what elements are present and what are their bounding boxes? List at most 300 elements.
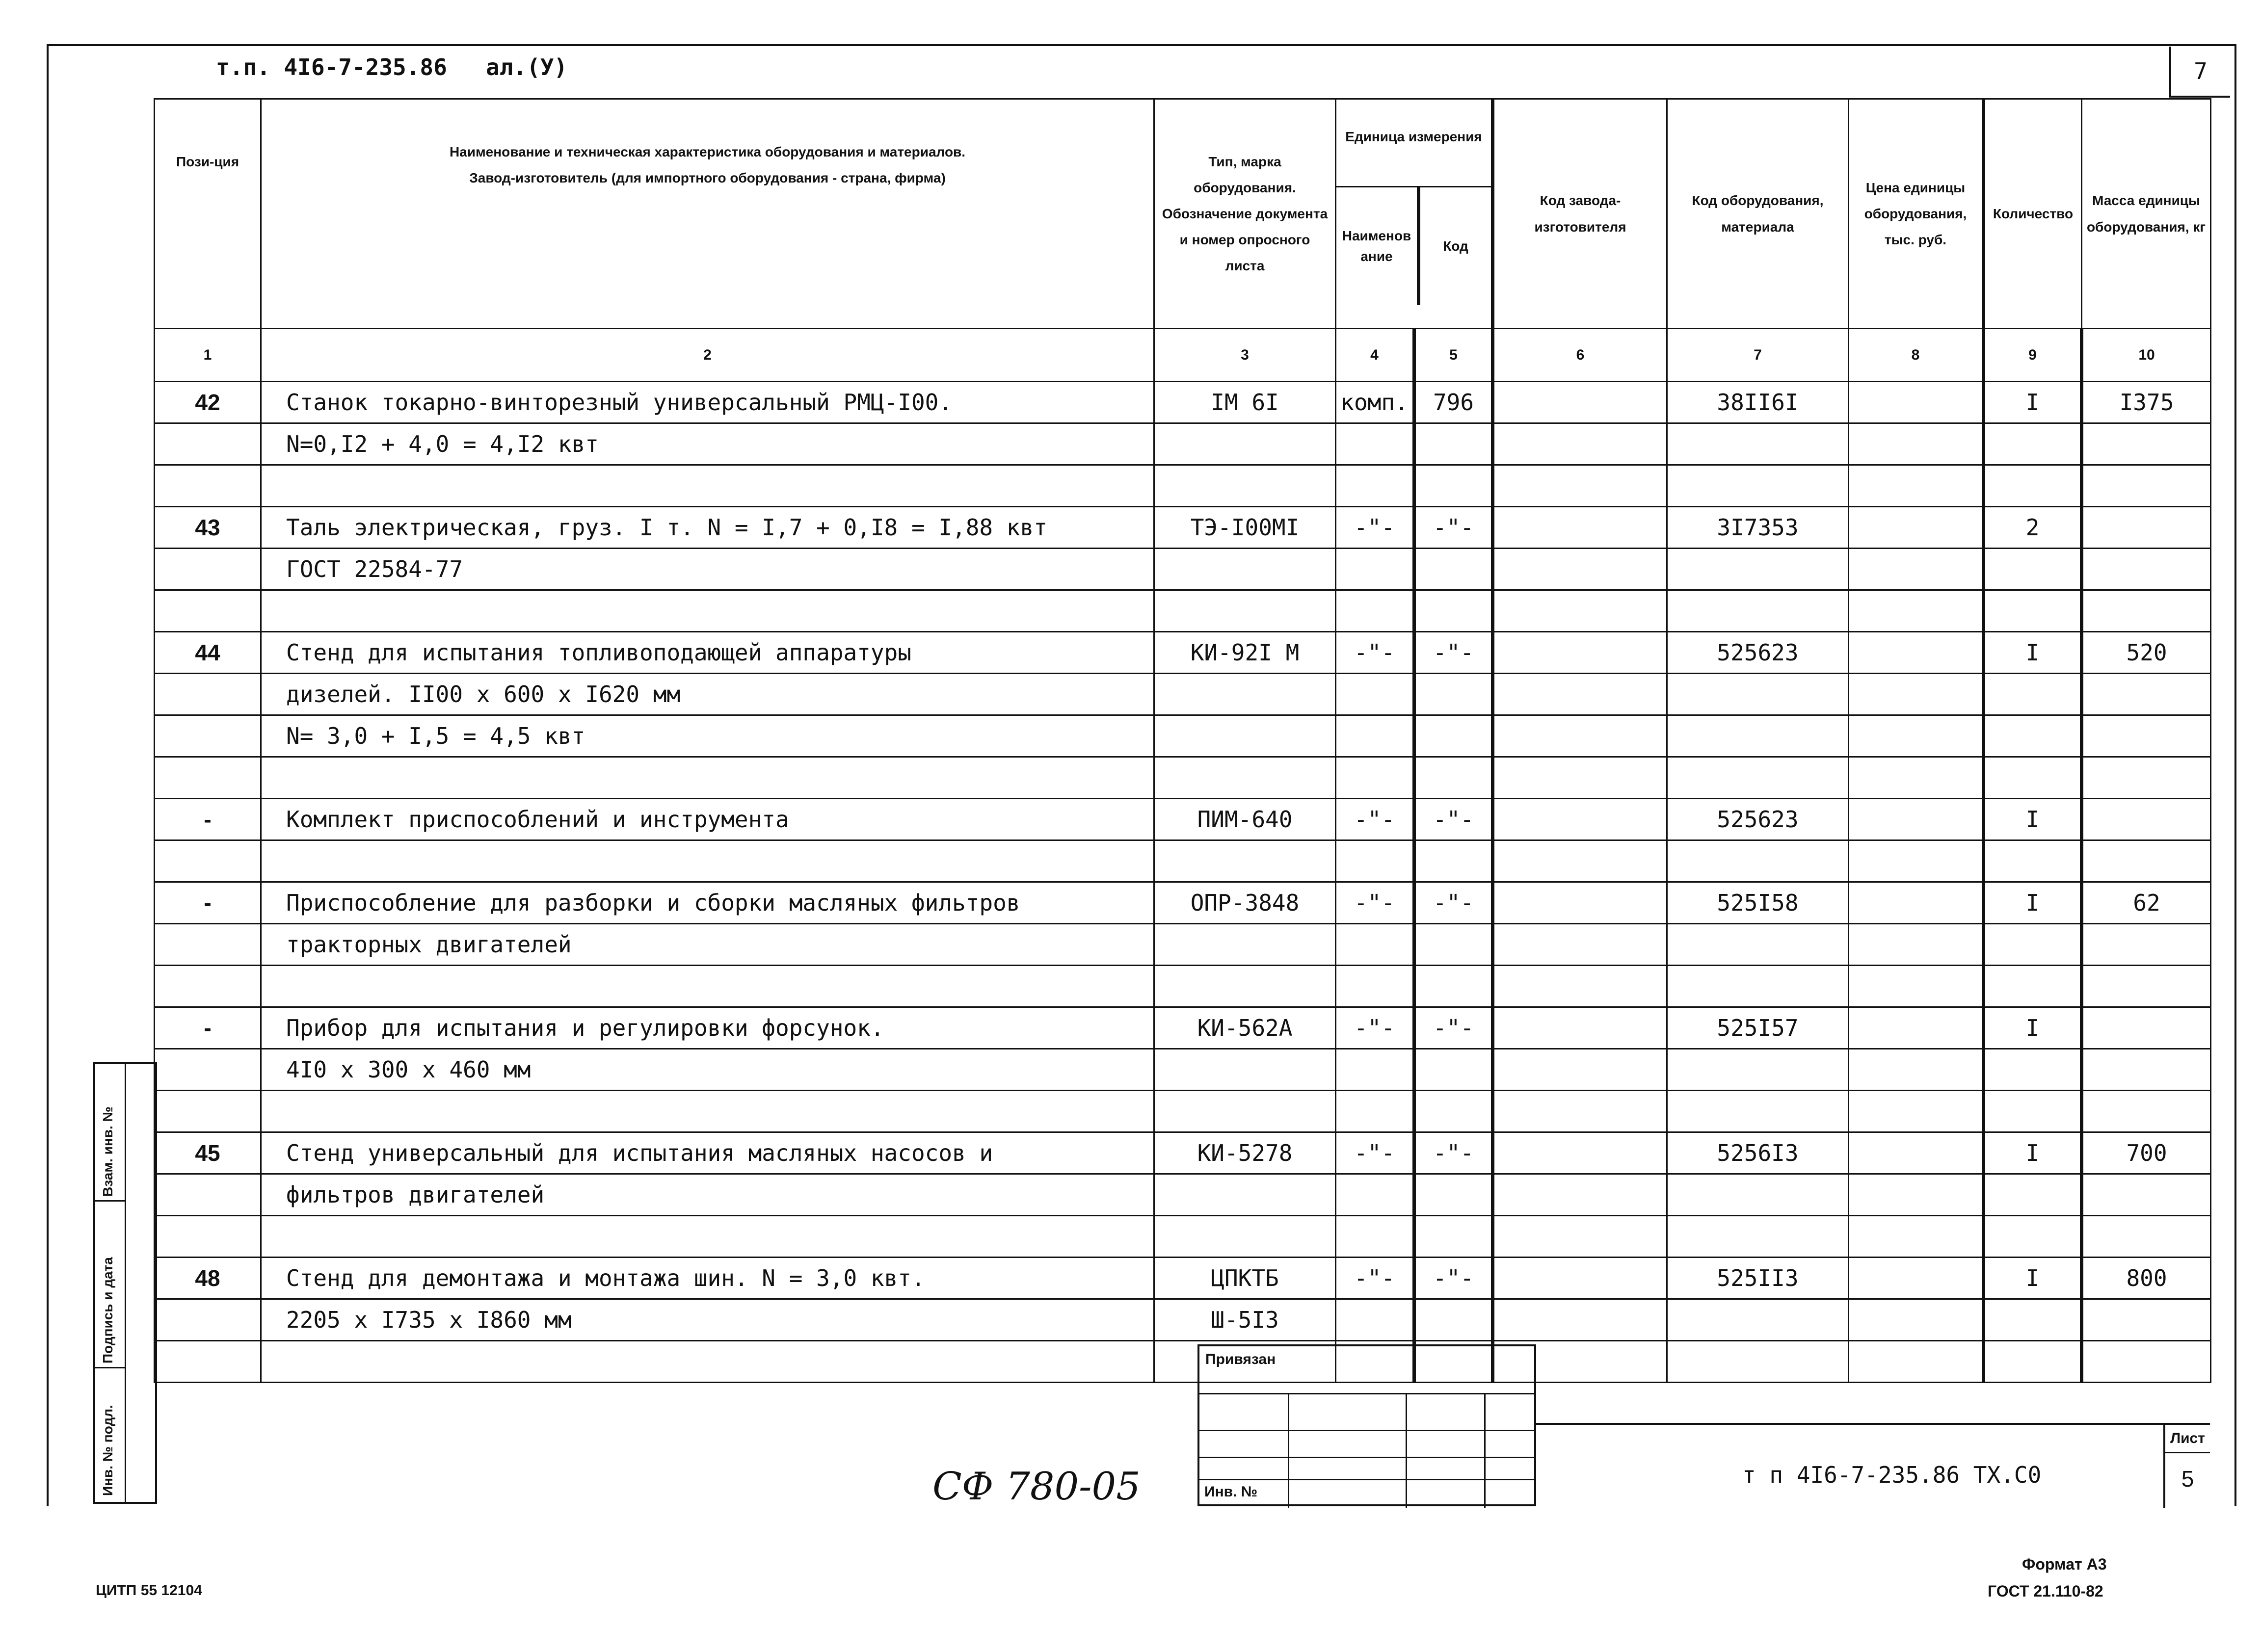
row-price xyxy=(1849,1007,1984,1049)
col-header-mass: Масса единицы оборудования, кг xyxy=(2082,99,2211,329)
handwritten-note: СФ 780-05 xyxy=(932,1465,1141,1509)
row-quantity xyxy=(1984,715,2082,757)
row-position: - xyxy=(155,1007,261,1049)
row-unit-code: -"- xyxy=(1414,1258,1493,1299)
row-price xyxy=(1849,674,1984,715)
row-price xyxy=(1849,549,1984,590)
table-row xyxy=(155,1216,2211,1258)
row-maker-code xyxy=(1493,1132,1667,1174)
row-name xyxy=(261,1091,1154,1132)
row-maker-code xyxy=(1493,423,1667,465)
row-maker-code xyxy=(1493,924,1667,966)
row-quantity xyxy=(1984,1174,2082,1216)
row-equipment-code xyxy=(1667,674,1849,715)
row-price xyxy=(1849,840,1984,882)
row-name xyxy=(261,1341,1154,1383)
row-type xyxy=(1154,1049,1336,1091)
row-quantity xyxy=(1984,1341,2082,1383)
row-price xyxy=(1849,465,1984,507)
row-type: КИ-562А xyxy=(1154,1007,1336,1049)
row-maker-code xyxy=(1493,1007,1667,1049)
table-row xyxy=(155,757,2211,799)
table-row xyxy=(155,840,2211,882)
row-maker-code xyxy=(1493,507,1667,549)
row-unit-code xyxy=(1414,549,1493,590)
row-name: N= 3,0 + I,5 = 4,5 квт xyxy=(261,715,1154,757)
row-unit xyxy=(1336,465,1414,507)
row-maker-code xyxy=(1493,674,1667,715)
row-unit xyxy=(1336,1299,1414,1341)
row-type xyxy=(1154,590,1336,632)
row-mass: 800 xyxy=(2082,1258,2211,1299)
side-label-replacement: Взам. инв. № xyxy=(100,1106,115,1197)
row-quantity xyxy=(1984,757,2082,799)
page-corner-number: 7 xyxy=(2169,47,2230,98)
footer-gost: ГОСТ 21.110-82 xyxy=(1988,1582,2103,1600)
row-equipment-code xyxy=(1667,757,1849,799)
col-header-unit-name: Наименование xyxy=(1336,187,1420,305)
row-equipment-code xyxy=(1667,590,1849,632)
row-unit xyxy=(1336,924,1414,966)
row-position xyxy=(155,1216,261,1258)
row-type xyxy=(1154,549,1336,590)
row-name: 2205 х I735 х I860 мм xyxy=(261,1299,1154,1341)
row-maker-code xyxy=(1493,1216,1667,1258)
row-equipment-code xyxy=(1667,1049,1849,1091)
row-mass xyxy=(2082,507,2211,549)
row-quantity: I xyxy=(1984,1132,2082,1174)
col-header-quantity: Количество xyxy=(1984,99,2082,329)
row-equipment-code: 5256I3 xyxy=(1667,1132,1849,1174)
table-row xyxy=(155,882,2211,924)
col-header-name xyxy=(261,99,1154,329)
row-name xyxy=(261,966,1154,1007)
sheet-number-cell xyxy=(2163,1425,2210,1508)
row-position: - xyxy=(155,882,261,924)
table-row xyxy=(155,1007,2211,1049)
side-signature-block xyxy=(93,1062,157,1504)
row-price xyxy=(1849,1174,1984,1216)
side-label-signature: Подпись и дата xyxy=(100,1257,115,1364)
row-unit xyxy=(1336,423,1414,465)
row-unit: -"- xyxy=(1336,1007,1414,1049)
row-position xyxy=(155,715,261,757)
row-equipment-code xyxy=(1667,465,1849,507)
row-quantity xyxy=(1984,1091,2082,1132)
row-unit-code: -"- xyxy=(1414,1007,1493,1049)
row-mass xyxy=(2082,1341,2211,1383)
row-maker-code xyxy=(1493,1091,1667,1132)
row-unit xyxy=(1336,549,1414,590)
table-row xyxy=(155,423,2211,465)
row-unit xyxy=(1336,1216,1414,1258)
row-position xyxy=(155,966,261,1007)
row-equipment-code xyxy=(1667,966,1849,1007)
row-unit-code xyxy=(1414,924,1493,966)
row-type xyxy=(1154,924,1336,966)
row-position xyxy=(155,924,261,966)
row-mass xyxy=(2082,1007,2211,1049)
row-type xyxy=(1154,674,1336,715)
row-price xyxy=(1849,1216,1984,1258)
row-quantity: I xyxy=(1984,799,2082,840)
row-mass: 62 xyxy=(2082,882,2211,924)
row-maker-code xyxy=(1493,632,1667,674)
row-maker-code xyxy=(1493,382,1667,423)
col-header-name-line2: Завод-изготовитель (для импортного оборудования - страна, фирма) xyxy=(469,170,946,186)
row-equipment-code xyxy=(1667,423,1849,465)
row-name: Стенд универсальный для испытания масляных насосов и xyxy=(261,1132,1154,1174)
column-number-row xyxy=(155,329,2211,382)
row-price xyxy=(1849,1091,1984,1132)
row-name xyxy=(261,840,1154,882)
row-mass xyxy=(2082,549,2211,590)
row-type xyxy=(1154,1216,1336,1258)
row-quantity: I xyxy=(1984,1258,2082,1299)
row-mass xyxy=(2082,590,2211,632)
table-row xyxy=(155,674,2211,715)
col-header-type: Тип, марка оборудования. Обозначение документа и номер опросного листа xyxy=(1154,99,1336,329)
row-position xyxy=(155,1299,261,1341)
row-unit xyxy=(1336,715,1414,757)
row-equipment-code: 525623 xyxy=(1667,632,1849,674)
row-unit-code: -"- xyxy=(1414,799,1493,840)
table-row xyxy=(155,1049,2211,1091)
row-quantity xyxy=(1984,840,2082,882)
row-type: ОПР-3848 xyxy=(1154,882,1336,924)
col-number: 7 xyxy=(1667,329,1849,382)
row-unit-code xyxy=(1414,715,1493,757)
row-unit-code: -"- xyxy=(1414,632,1493,674)
row-quantity xyxy=(1984,966,2082,1007)
row-name: 4I0 х 300 х 460 мм xyxy=(261,1049,1154,1091)
footer-left-code: ЦИТП 55 12104 xyxy=(96,1582,202,1599)
row-equipment-code: 525I58 xyxy=(1667,882,1849,924)
row-type: ПИМ-640 xyxy=(1154,799,1336,840)
row-type: IМ 6I xyxy=(1154,382,1336,423)
row-price xyxy=(1849,799,1984,840)
row-name: дизелей. II00 х 600 х I620 мм xyxy=(261,674,1154,715)
binding-stamp xyxy=(1197,1344,1536,1506)
row-position: - xyxy=(155,799,261,840)
row-equipment-code xyxy=(1667,1299,1849,1341)
row-unit xyxy=(1336,674,1414,715)
col-number: 2 xyxy=(261,329,1154,382)
row-name: ГОСТ 22584-77 xyxy=(261,549,1154,590)
row-mass xyxy=(2082,799,2211,840)
row-unit-code: -"- xyxy=(1414,507,1493,549)
row-quantity: 2 xyxy=(1984,507,2082,549)
row-position: 45 xyxy=(155,1132,261,1174)
row-maker-code xyxy=(1493,465,1667,507)
row-position: 42 xyxy=(155,382,261,423)
row-quantity: I xyxy=(1984,1007,2082,1049)
row-mass: 520 xyxy=(2082,632,2211,674)
row-name: Стенд для демонтажа и монтажа шин. N = 3,0 квт. xyxy=(261,1258,1154,1299)
row-price xyxy=(1849,423,1984,465)
col-number: 4 xyxy=(1336,329,1414,382)
row-mass: I375 xyxy=(2082,382,2211,423)
row-maker-code xyxy=(1493,1049,1667,1091)
row-quantity xyxy=(1984,674,2082,715)
row-type xyxy=(1154,423,1336,465)
col-header-equip-code: Код оборудования, материала xyxy=(1667,99,1849,329)
row-name: Таль электрическая, груз. I т. N = I,7 + 0,I8 = I,88 квт xyxy=(261,507,1154,549)
row-unit-code xyxy=(1414,1049,1493,1091)
row-name xyxy=(261,757,1154,799)
row-equipment-code: 525623 xyxy=(1667,799,1849,840)
col-number: 6 xyxy=(1493,329,1667,382)
row-mass xyxy=(2082,465,2211,507)
row-maker-code xyxy=(1493,1174,1667,1216)
row-unit: комп. xyxy=(1336,382,1414,423)
row-maker-code xyxy=(1493,840,1667,882)
row-unit-code xyxy=(1414,1091,1493,1132)
row-position xyxy=(155,1174,261,1216)
row-maker-code xyxy=(1493,1258,1667,1299)
row-quantity: I xyxy=(1984,632,2082,674)
stamp-bound-label: Привязан xyxy=(1205,1351,1276,1367)
row-unit-code xyxy=(1414,1174,1493,1216)
row-unit-code: -"- xyxy=(1414,882,1493,924)
row-unit: -"- xyxy=(1336,799,1414,840)
footer-format: Формат А3 xyxy=(2022,1555,2107,1573)
row-type xyxy=(1154,715,1336,757)
stamp-inventory-label: Инв. № xyxy=(1204,1484,1258,1500)
table-row xyxy=(155,1174,2211,1216)
row-unit: -"- xyxy=(1336,882,1414,924)
row-type: ЦПКТБ xyxy=(1154,1258,1336,1299)
row-name: тракторных двигателей xyxy=(261,924,1154,966)
row-type xyxy=(1154,840,1336,882)
row-equipment-code: 525I57 xyxy=(1667,1007,1849,1049)
row-position xyxy=(155,423,261,465)
row-quantity xyxy=(1984,1216,2082,1258)
row-quantity: I xyxy=(1984,882,2082,924)
row-unit-code: -"- xyxy=(1414,1132,1493,1174)
row-maker-code xyxy=(1493,549,1667,590)
row-maker-code xyxy=(1493,799,1667,840)
table-row xyxy=(155,1258,2211,1299)
row-unit-code xyxy=(1414,590,1493,632)
table-row xyxy=(155,465,2211,507)
row-position: 48 xyxy=(155,1258,261,1299)
row-price xyxy=(1849,590,1984,632)
row-equipment-code: 525II3 xyxy=(1667,1258,1849,1299)
row-name: Прибор для испытания и регулировки форсунок. xyxy=(261,1007,1154,1049)
row-name: N=0,I2 + 4,0 = 4,I2 квт xyxy=(261,423,1154,465)
row-price xyxy=(1849,882,1984,924)
row-unit-code xyxy=(1414,757,1493,799)
row-unit: -"- xyxy=(1336,1258,1414,1299)
row-position xyxy=(155,465,261,507)
row-quantity xyxy=(1984,590,2082,632)
row-maker-code xyxy=(1493,590,1667,632)
row-maker-code xyxy=(1493,1299,1667,1341)
row-equipment-code xyxy=(1667,549,1849,590)
row-maker-code xyxy=(1493,966,1667,1007)
row-mass xyxy=(2082,1174,2211,1216)
row-maker-code xyxy=(1493,715,1667,757)
row-mass: 700 xyxy=(2082,1132,2211,1174)
col-header-maker-code: Код завода-изготовителя xyxy=(1493,99,1667,329)
row-name: фильтров двигателей xyxy=(261,1174,1154,1216)
row-mass xyxy=(2082,757,2211,799)
col-header-position: Пози-ция xyxy=(155,99,261,329)
row-type xyxy=(1154,966,1336,1007)
row-position xyxy=(155,1341,261,1383)
title-block xyxy=(1536,1423,2210,1508)
row-price xyxy=(1849,382,1984,423)
row-unit: -"- xyxy=(1336,507,1414,549)
row-price xyxy=(1849,507,1984,549)
row-unit xyxy=(1336,1174,1414,1216)
row-position xyxy=(155,590,261,632)
row-type: КИ-5278 xyxy=(1154,1132,1336,1174)
row-name: Станок токарно-винторезный универсальный РМЦ-I00. xyxy=(261,382,1154,423)
row-name: Стенд для испытания топливоподающей аппаратуры xyxy=(261,632,1154,674)
row-quantity xyxy=(1984,1299,2082,1341)
row-equipment-code: 3I7353 xyxy=(1667,507,1849,549)
document-reference: т.п. 4I6-7-235.86 xyxy=(216,54,447,80)
row-unit-code xyxy=(1414,966,1493,1007)
col-header-price: Цена единицы оборудования, тыс. руб. xyxy=(1849,99,1984,329)
row-type xyxy=(1154,465,1336,507)
row-unit xyxy=(1336,1091,1414,1132)
row-unit-code: 796 xyxy=(1414,382,1493,423)
row-price xyxy=(1849,1049,1984,1091)
col-number: 9 xyxy=(1984,329,2082,382)
row-quantity xyxy=(1984,423,2082,465)
table-row xyxy=(155,1299,2211,1341)
row-mass xyxy=(2082,423,2211,465)
row-unit xyxy=(1336,966,1414,1007)
sheet-number: 5 xyxy=(2181,1466,2194,1492)
row-unit-code xyxy=(1414,1299,1493,1341)
row-equipment-code xyxy=(1667,1174,1849,1216)
row-position xyxy=(155,840,261,882)
col-header-unit-title: Единица измерения xyxy=(1336,122,1491,187)
row-mass xyxy=(2082,1091,2211,1132)
row-mass xyxy=(2082,1216,2211,1258)
table-row xyxy=(155,715,2211,757)
table-row xyxy=(155,1091,2211,1132)
row-unit-code xyxy=(1414,674,1493,715)
row-type xyxy=(1154,757,1336,799)
row-type: ТЭ-I00МI xyxy=(1154,507,1336,549)
table-row xyxy=(155,507,2211,549)
row-type xyxy=(1154,1174,1336,1216)
header-row xyxy=(155,99,2211,329)
table-row xyxy=(155,549,2211,590)
sheet-label: Лист xyxy=(2165,1425,2210,1453)
row-price xyxy=(1849,1299,1984,1341)
table-row xyxy=(155,1132,2211,1174)
row-position xyxy=(155,549,261,590)
col-number: 5 xyxy=(1414,329,1493,382)
row-equipment-code xyxy=(1667,1216,1849,1258)
row-unit-code xyxy=(1414,423,1493,465)
row-equipment-code: 38II6I xyxy=(1667,382,1849,423)
row-equipment-code xyxy=(1667,715,1849,757)
col-number: 3 xyxy=(1154,329,1336,382)
row-equipment-code xyxy=(1667,924,1849,966)
row-unit-code xyxy=(1414,465,1493,507)
table-row xyxy=(155,924,2211,966)
row-unit: -"- xyxy=(1336,1132,1414,1174)
row-price xyxy=(1849,1341,1984,1383)
col-header-unit-code: Код xyxy=(1443,238,1468,254)
row-mass xyxy=(2082,924,2211,966)
row-equipment-code xyxy=(1667,1091,1849,1132)
row-price xyxy=(1849,1258,1984,1299)
table-row xyxy=(155,632,2211,674)
side-label-inventory: Инв. № подл. xyxy=(100,1405,115,1496)
row-position xyxy=(155,757,261,799)
table-row xyxy=(155,590,2211,632)
row-price xyxy=(1849,1132,1984,1174)
row-equipment-code xyxy=(1667,840,1849,882)
row-price xyxy=(1849,966,1984,1007)
row-unit xyxy=(1336,840,1414,882)
row-position xyxy=(155,1049,261,1091)
row-position: 44 xyxy=(155,632,261,674)
row-quantity: I xyxy=(1984,382,2082,423)
row-position xyxy=(155,674,261,715)
row-mass xyxy=(2082,1299,2211,1341)
row-mass xyxy=(2082,966,2211,1007)
row-position: 43 xyxy=(155,507,261,549)
row-name xyxy=(261,465,1154,507)
col-number: 1 xyxy=(155,329,261,382)
col-header-name-line1: Наименование и техническая характеристика оборудования и материалов. xyxy=(449,144,966,159)
row-name: Комплект приспособлений и инструмента xyxy=(261,799,1154,840)
row-price xyxy=(1849,924,1984,966)
row-mass xyxy=(2082,715,2211,757)
row-mass xyxy=(2082,674,2211,715)
row-name: Приспособление для разборки и сборки масляных фильтров xyxy=(261,882,1154,924)
row-position xyxy=(155,1091,261,1132)
row-name xyxy=(261,590,1154,632)
row-type xyxy=(1154,1091,1336,1132)
row-quantity xyxy=(1984,1049,2082,1091)
title-doc-code: т п 4I6-7-235.86 ТХ.С0 xyxy=(1742,1462,2042,1488)
table-row xyxy=(155,1341,2211,1383)
table-row xyxy=(155,799,2211,840)
col-number: 8 xyxy=(1849,329,1984,382)
row-quantity xyxy=(1984,549,2082,590)
table-row xyxy=(155,966,2211,1007)
col-number: 10 xyxy=(2082,329,2211,382)
row-unit: -"- xyxy=(1336,632,1414,674)
row-type: Ш-5I3 xyxy=(1154,1299,1336,1341)
row-equipment-code xyxy=(1667,1341,1849,1383)
row-maker-code xyxy=(1493,882,1667,924)
row-mass xyxy=(2082,1049,2211,1091)
row-price xyxy=(1849,757,1984,799)
table-row xyxy=(155,382,2211,423)
row-maker-code xyxy=(1493,757,1667,799)
row-unit xyxy=(1336,1049,1414,1091)
row-price xyxy=(1849,715,1984,757)
row-price xyxy=(1849,632,1984,674)
row-quantity xyxy=(1984,924,2082,966)
album-label: ал.(У) xyxy=(486,54,568,80)
row-mass xyxy=(2082,840,2211,882)
row-unit xyxy=(1336,757,1414,799)
row-unit-code xyxy=(1414,840,1493,882)
row-unit-code xyxy=(1414,1216,1493,1258)
